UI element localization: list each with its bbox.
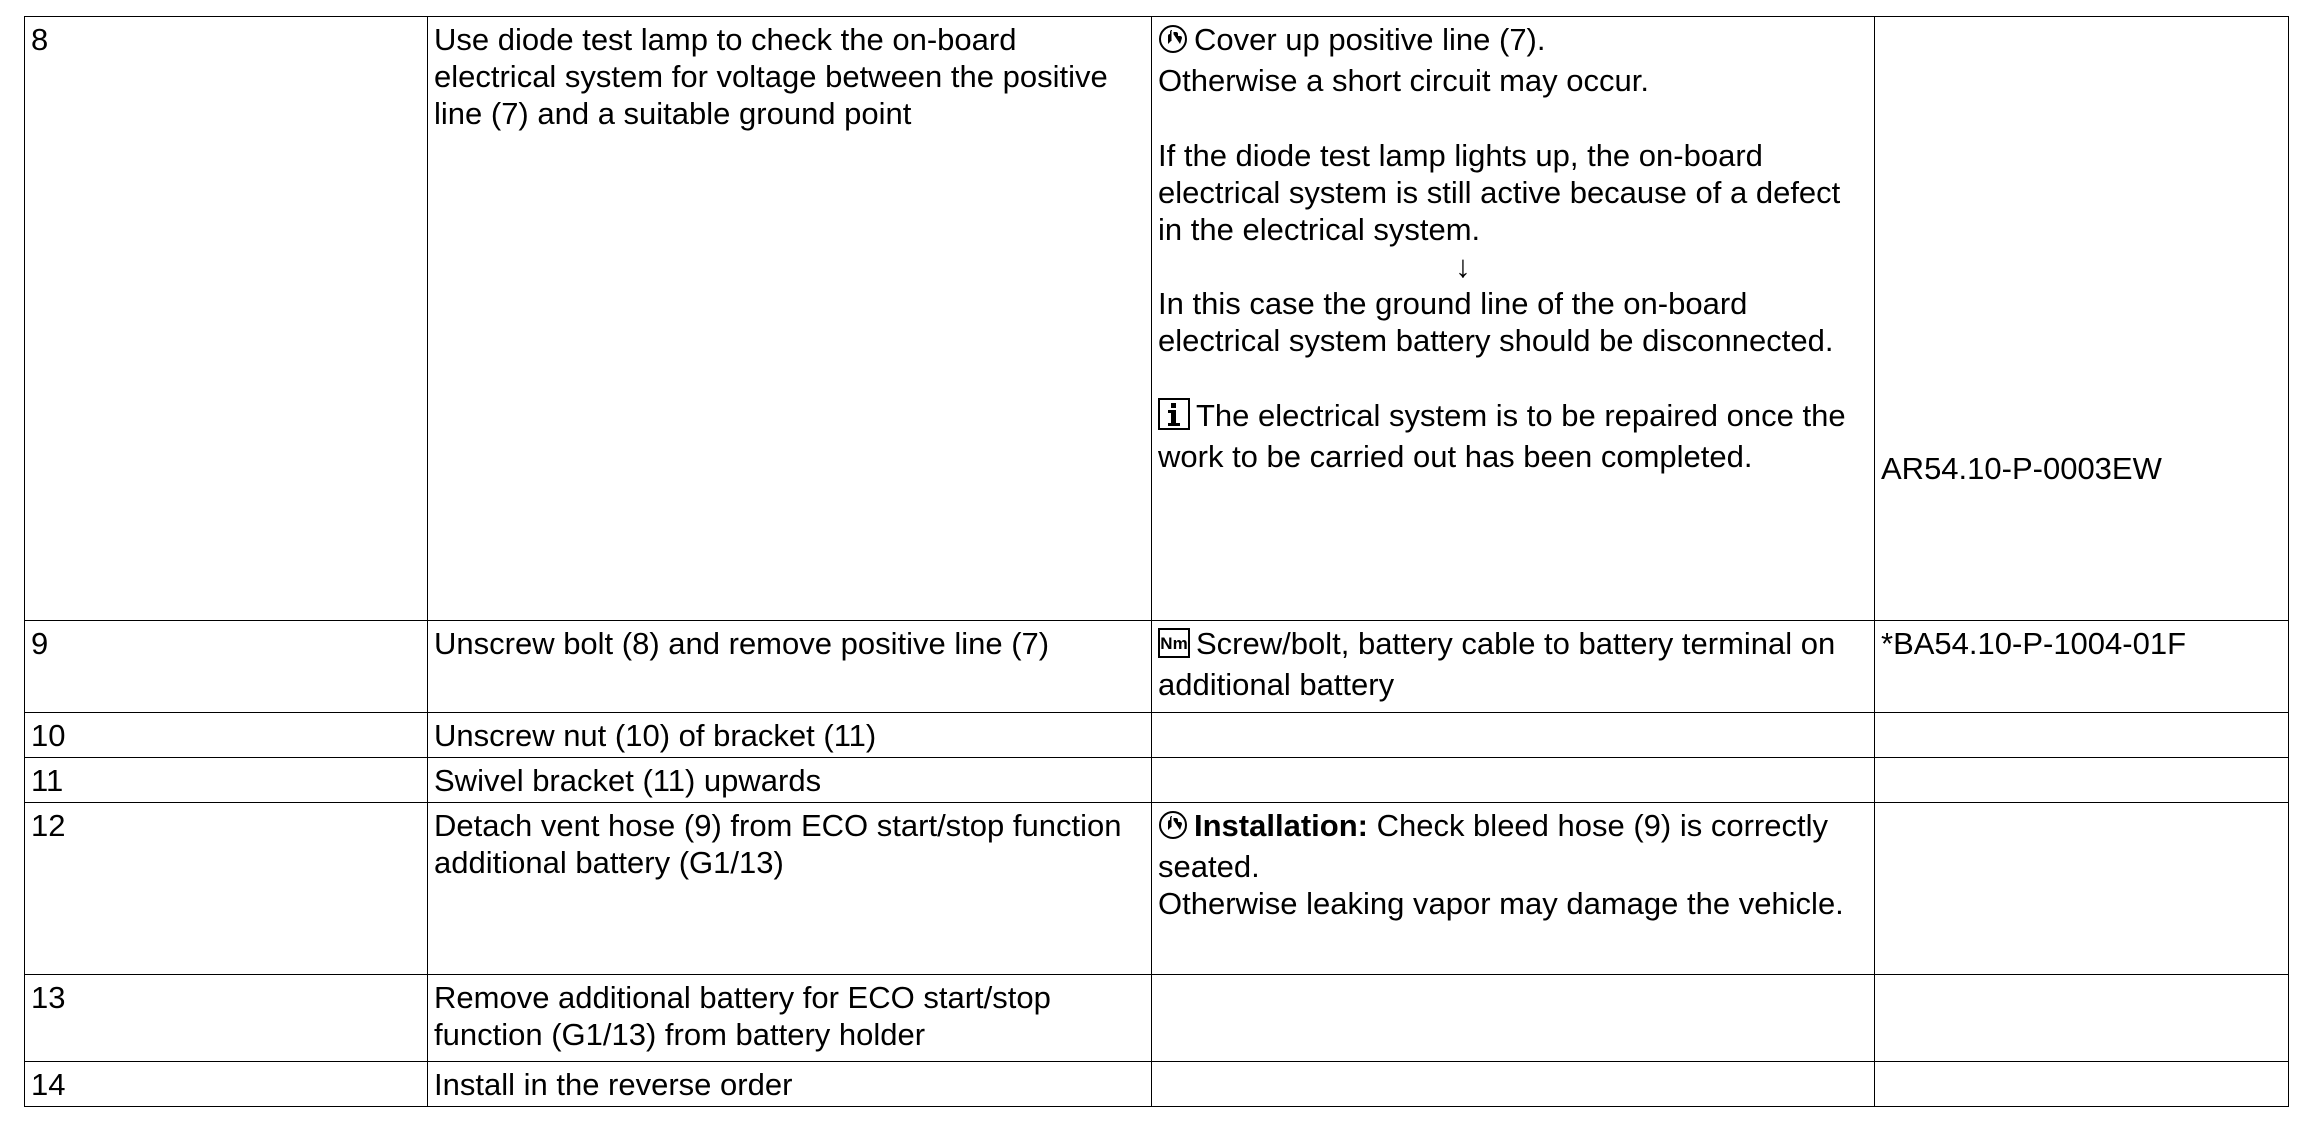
down-arrow-icon: ↓ — [1455, 249, 1471, 284]
step-notes — [1152, 621, 1875, 713]
step-notes — [1152, 758, 1875, 803]
info-icon — [1158, 398, 1190, 438]
table-row — [25, 621, 2289, 713]
step-notes — [1152, 1062, 1875, 1107]
step-number: 10 — [25, 713, 428, 758]
torque-nm-icon — [1158, 628, 1190, 666]
step-action: Install in the reverse order — [428, 1062, 1152, 1107]
table-row — [25, 975, 2289, 1062]
table-row — [25, 17, 2289, 621]
table-row — [25, 713, 2289, 758]
step-number: 11 — [25, 758, 428, 803]
torque-text: Screw/bolt, battery cable to battery terminal on additional battery — [1158, 626, 1836, 702]
table-row — [25, 803, 2289, 975]
step-action: Unscrew nut (10) of bracket (11) — [428, 713, 1152, 758]
step-number: 9 — [25, 621, 428, 713]
caution-detail: Otherwise a short circuit may occur. — [1158, 63, 1649, 98]
step-notes — [1152, 975, 1875, 1062]
reference-code — [1875, 1062, 2289, 1107]
caution-hand-icon — [1158, 810, 1188, 848]
step-action: Use diode test lamp to check the on-board electrical system for voltage between the positive line (7) and a suitable ground point — [428, 17, 1152, 621]
note-paragraph: In this case the ground line of the on-board electrical system battery should be disconnected. — [1158, 286, 1834, 358]
step-number: 8 — [25, 17, 428, 621]
reference-code: *BA54.10-P-1004-01F — [1875, 621, 2289, 713]
caution-text: Cover up positive line (7). — [1194, 22, 1546, 57]
step-notes — [1152, 713, 1875, 758]
table-row — [25, 758, 2289, 803]
note-paragraph: If the diode test lamp lights up, the on-board electrical system is still active because of a defect in the electrical system. — [1158, 138, 1841, 247]
reference-code — [1875, 803, 2289, 975]
installation-detail: Otherwise leaking vapor may damage the vehicle. — [1158, 886, 1844, 921]
torque-icon-label: Nm — [1160, 634, 1188, 653]
reference-code — [1875, 713, 2289, 758]
step-notes — [1152, 803, 1875, 975]
step-action: Detach vent hose (9) from ECO start/stop function additional battery (G1/13) — [428, 803, 1152, 975]
reference-code — [1875, 975, 2289, 1062]
step-action: Swivel bracket (11) upwards — [428, 758, 1152, 803]
info-text: The electrical system is to be repaired once the work to be carried out has been completed. — [1158, 398, 1846, 474]
installation-label: Installation: — [1194, 808, 1368, 843]
table-row — [25, 1062, 2289, 1107]
reference-code: AR54.10-P-0003EW — [1881, 451, 2162, 486]
procedure-table — [24, 16, 2289, 1107]
step-number: 13 — [25, 975, 428, 1062]
reference-code — [1875, 758, 2289, 803]
step-action: Unscrew bolt (8) and remove positive line (7) — [428, 621, 1152, 713]
step-number: 14 — [25, 1062, 428, 1107]
step-notes — [1152, 17, 1875, 621]
step-action: Remove additional battery for ECO start/stop function (G1/13) from battery holder — [428, 975, 1152, 1062]
caution-hand-icon — [1158, 24, 1188, 62]
installation-text: Check bleed hose (9) is correctly seated. — [1158, 808, 1828, 884]
step-number: 12 — [25, 803, 428, 975]
